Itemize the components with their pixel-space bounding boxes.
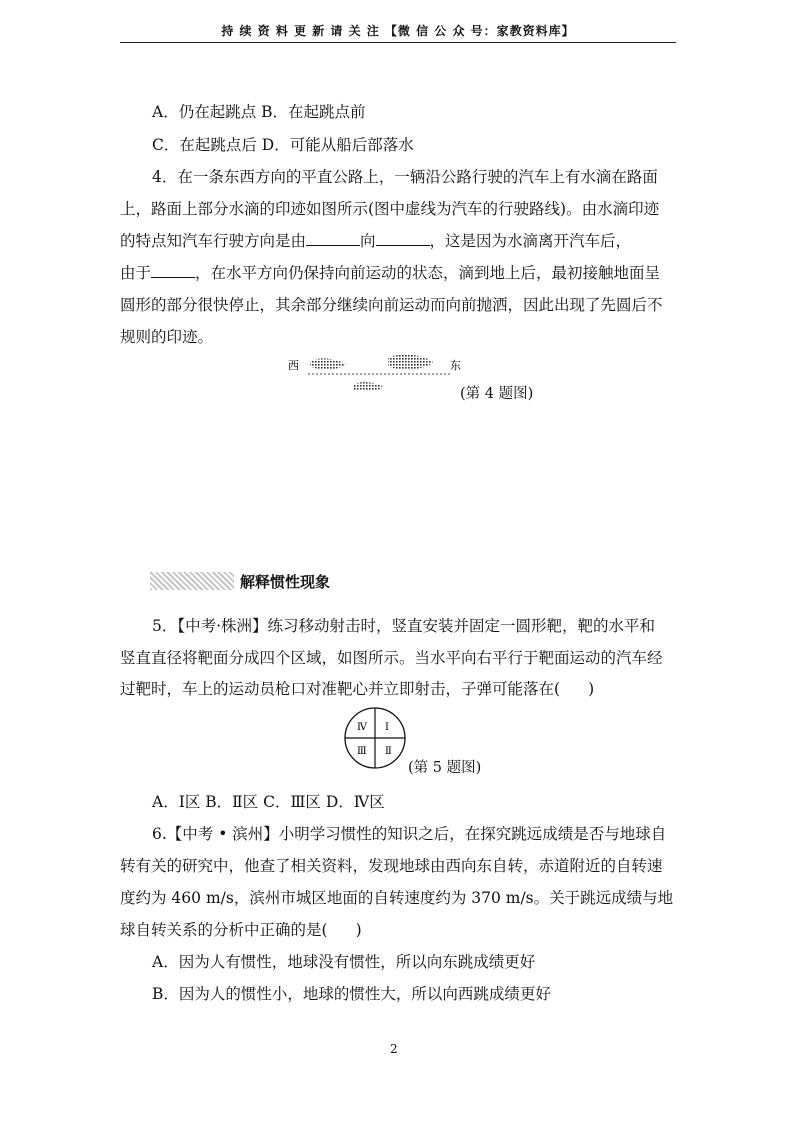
section-title: 解释惯性现象 [240,573,331,591]
q6-line4 [120,918,362,940]
q3-options-line1: A．仍在起跳点 B．在起跳点前 [152,103,366,121]
q4-line3-b: 向 [360,232,376,250]
fig-west-label: 西 [288,359,299,372]
q5-options: A．Ⅰ区 B．Ⅱ区 C．Ⅲ区 D．Ⅳ区 [152,793,385,811]
q4-blank-from[interactable] [306,231,360,246]
q4-line6: 规则的印迹。 [120,328,214,346]
quad-label-4: Ⅳ [357,722,367,733]
q4-line3-c: ，这是因为水滴离开汽车后， [429,232,632,250]
q6-line4-b: ) [355,921,362,939]
section-badge [150,572,234,590]
q4-blank-to[interactable] [376,231,430,246]
q5-line3-b: ) [588,680,595,698]
q6-option-b: B．因为人的惯性小，地球的惯性大，所以向西跳成绩更好 [152,985,551,1003]
q4-line2: 上，路面上部分水滴的印迹如图所示(图中虚线为汽车的行驶路线)。由水滴印迹 [120,200,660,218]
q3-options-line2: C．在起跳点后 D．可能从船后部落水 [152,136,414,154]
q5-line2: 竖直直径将靶面分成四个区域，如图所示。当水平向右平行于靶面运动的汽车经 [120,649,663,667]
q6-line4-a: 球自转关系的分析中正确的是( [120,921,328,939]
fig-east-label: 东 [450,359,461,372]
q6-line3: 度约为 460 m/s，滨州市城区地面的自转速度约为 370 m/s。关于跳远成绩与地 [120,889,674,907]
quad-label-3: Ⅲ [357,746,367,757]
q5-target-figure [343,706,407,770]
q4-line4-b: ，在水平方向仍保持向前运动的状态，滴到地上后，最初接触地面呈 [195,264,661,282]
q6-line2: 转有关的研究中，他查了相关资料，发现地球由西向东自转，赤道附近的自转速 [120,857,663,875]
q5-line3-a: 过靶时，车上的运动员枪口对准靶心并立即射击，子弹可能落在( [120,680,561,698]
page-number: 2 [390,1042,398,1056]
q4-figure-caption: (第 4 题图) [460,386,534,402]
q5-line3 [120,677,594,699]
drop-mark-2 [388,355,433,370]
q4-line3 [120,229,631,251]
quad-label-1: Ⅰ [385,722,389,733]
quad-label-2: Ⅱ [385,746,392,757]
q4-line5: 圆形的部分很快停止，其余部分继续向前运动而向前抛洒，因此出现了先圆后不 [120,296,663,314]
q4-line4 [120,261,660,283]
q4-figure [288,352,468,398]
q6-line1: 6.【中考 • 滨州】小明学习惯性的知识之后，在探究跳远成绩是否与地球自 [152,825,667,843]
q4-line3-a: 的特点知汽车行驶方向是由 [120,232,307,250]
q4-line1: 4．在一条东西方向的平直公路上，一辆沿公路行驶的汽车上有水滴在路面 [152,168,658,186]
drop-mark-1 [310,358,346,369]
q4-line4-a: 由于 [120,264,152,282]
q5-figure-caption: (第 5 题图) [408,760,482,776]
q5-line1: 5．【中考·株洲】练习移动射击时，竖直安装并固定一圆形靶，靶的水平和 [152,617,656,635]
page-header: 持 续 资 料 更 新 请 关 注 【微 信 公 众 号：家教资料库】 [221,24,575,38]
q6-option-a: A．因为人有惯性，地球没有惯性，所以向东跳成绩更好 [152,953,536,971]
q4-blank-reason[interactable] [151,263,195,278]
header-divider [120,42,676,43]
drop-mark-3 [353,382,384,391]
